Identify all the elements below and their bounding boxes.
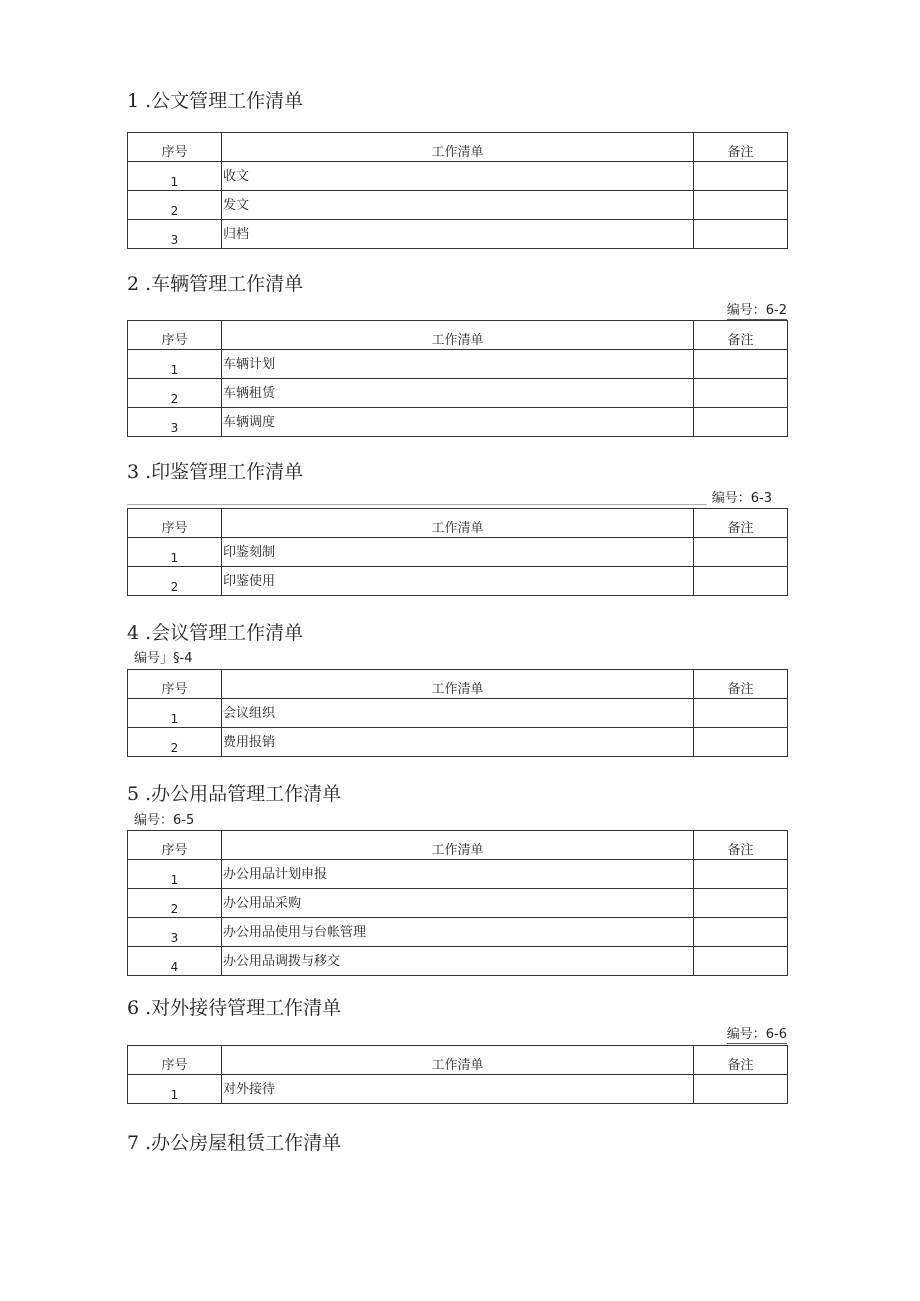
table-row	[128, 538, 788, 567]
row-seq: 1	[128, 162, 222, 191]
table-row	[128, 947, 788, 976]
row-item: 车辆计划	[222, 350, 694, 379]
doc-code-6-3: 编号：6-3	[711, 491, 772, 506]
section-title-3	[127, 460, 303, 484]
row-note	[694, 220, 788, 249]
row-seq: 3	[128, 918, 222, 947]
table-row	[128, 191, 788, 220]
table-row	[128, 889, 788, 918]
table-row	[128, 567, 788, 596]
row-note	[694, 379, 788, 408]
header-note: 备注	[694, 1046, 788, 1075]
header-note: 备注	[694, 831, 788, 860]
doc-code-6-2: 编号：6-2	[726, 303, 787, 318]
section-title-text: .车辆管理工作清单	[145, 273, 304, 295]
section-number: 6	[127, 997, 140, 1019]
table-header-row	[128, 831, 788, 860]
section-number: 7	[127, 1132, 140, 1154]
section-title-6	[127, 996, 341, 1020]
header-note: 备注	[694, 321, 788, 350]
table-row	[128, 860, 788, 889]
worklist-table-6	[127, 1045, 788, 1104]
header-note: 备注	[694, 133, 788, 162]
table-row	[128, 699, 788, 728]
row-seq: 2	[128, 728, 222, 757]
row-item: 办公用品调拨与移交	[222, 947, 694, 976]
row-item: 对外接待	[222, 1075, 694, 1104]
doc-code-6-6: 编号：6-6	[726, 1027, 787, 1042]
section-title-text: .会议管理工作清单	[145, 622, 304, 644]
header-note: 备注	[694, 509, 788, 538]
row-seq: 2	[128, 889, 222, 918]
row-item: 办公用品计划申报	[222, 860, 694, 889]
header-seq: 序号	[128, 509, 222, 538]
header-seq: 序号	[128, 321, 222, 350]
section-title-text: .对外接待管理工作清单	[145, 997, 342, 1019]
table-row	[128, 918, 788, 947]
section-number: 3	[127, 461, 140, 483]
section-title-4	[127, 621, 303, 645]
table-header-row	[128, 509, 788, 538]
row-item: 车辆调度	[222, 408, 694, 437]
table-header-row	[128, 133, 788, 162]
row-note	[694, 728, 788, 757]
row-seq: 3	[128, 220, 222, 249]
row-item: 会议组织	[222, 699, 694, 728]
header-item: 工作清单	[222, 831, 694, 860]
table-row	[128, 408, 788, 437]
row-note	[694, 162, 788, 191]
section-number: 4	[127, 622, 140, 644]
row-seq: 1	[128, 699, 222, 728]
row-seq: 1	[128, 538, 222, 567]
header-seq: 序号	[128, 1046, 222, 1075]
header-seq: 序号	[128, 831, 222, 860]
worklist-table-1	[127, 132, 788, 249]
row-seq: 4	[128, 947, 222, 976]
worklist-table-5	[127, 830, 788, 976]
row-item: 印鉴刻制	[222, 538, 694, 567]
table-header-row	[128, 1046, 788, 1075]
row-item: 费用报销	[222, 728, 694, 757]
row-item: 发文	[222, 191, 694, 220]
row-item: 归档	[222, 220, 694, 249]
row-note	[694, 889, 788, 918]
header-item: 工作清单	[222, 670, 694, 699]
row-seq: 1	[128, 350, 222, 379]
section-number: 1	[127, 90, 140, 112]
table-header-row	[128, 321, 788, 350]
section-title-text: .公文管理工作清单	[145, 90, 304, 112]
section-title-7	[127, 1131, 341, 1155]
doc-code-6-4: 编号」§-4	[134, 651, 193, 666]
row-seq: 2	[128, 567, 222, 596]
section-title-text: .印鉴管理工作清单	[145, 461, 304, 483]
worklist-table-4	[127, 669, 788, 757]
header-item: 工作清单	[222, 1046, 694, 1075]
row-note	[694, 538, 788, 567]
section-number: 2	[127, 273, 140, 295]
section-title-text: .办公房屋租赁工作清单	[145, 1132, 342, 1154]
table-row	[128, 220, 788, 249]
section-title-2	[127, 272, 303, 296]
row-note	[694, 1075, 788, 1104]
row-seq: 1	[128, 1075, 222, 1104]
table-row	[128, 162, 788, 191]
section-title-1	[127, 89, 303, 113]
doc-code-6-5: 编号：6-5	[134, 813, 195, 828]
table-row	[128, 350, 788, 379]
table-row	[128, 379, 788, 408]
header-rule	[127, 504, 707, 505]
row-note	[694, 699, 788, 728]
section-title-5	[127, 782, 341, 806]
header-seq: 序号	[128, 670, 222, 699]
row-seq: 2	[128, 191, 222, 220]
header-item: 工作清单	[222, 133, 694, 162]
row-note	[694, 947, 788, 976]
row-seq: 1	[128, 860, 222, 889]
header-seq: 序号	[128, 133, 222, 162]
header-item: 工作清单	[222, 509, 694, 538]
section-title-text: .办公用品管理工作清单	[145, 783, 342, 805]
worklist-table-2	[127, 320, 788, 437]
row-item: 印鉴使用	[222, 567, 694, 596]
table-header-row	[128, 670, 788, 699]
header-note: 备注	[694, 670, 788, 699]
header-item: 工作清单	[222, 321, 694, 350]
row-item: 车辆租赁	[222, 379, 694, 408]
row-note	[694, 860, 788, 889]
row-note	[694, 191, 788, 220]
row-seq: 2	[128, 379, 222, 408]
row-item: 办公用品采购	[222, 889, 694, 918]
row-note	[694, 918, 788, 947]
row-note	[694, 567, 788, 596]
section-number: 5	[127, 783, 140, 805]
table-row	[128, 728, 788, 757]
row-item: 办公用品使用与台帐管理	[222, 918, 694, 947]
table-row	[128, 1075, 788, 1104]
row-note	[694, 408, 788, 437]
row-seq: 3	[128, 408, 222, 437]
row-note	[694, 350, 788, 379]
worklist-table-3	[127, 508, 788, 596]
row-item: 收文	[222, 162, 694, 191]
